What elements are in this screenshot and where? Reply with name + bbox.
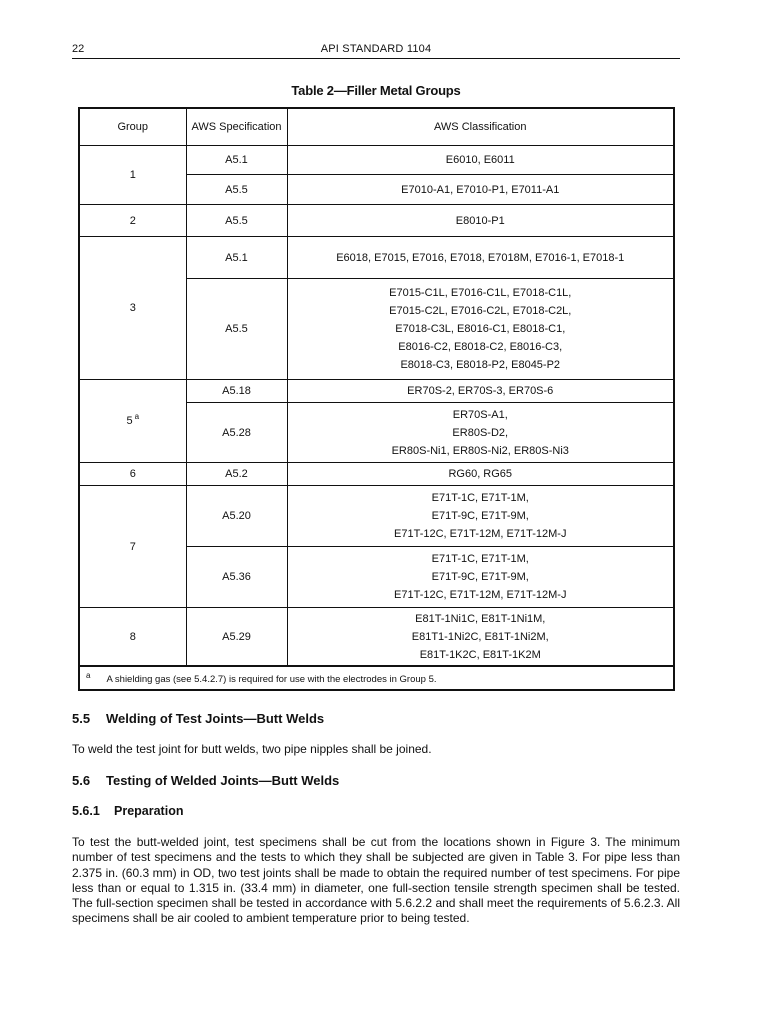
aws-specification-cell: A5.2 (186, 463, 287, 486)
aws-specification-cell: A5.1 (186, 237, 287, 279)
table-row (79, 463, 674, 486)
section-number: 5.6 (72, 773, 91, 788)
classification-line: E71T-9C, E71T-9M, (431, 510, 529, 522)
aws-specification-cell: A5.18 (186, 380, 287, 403)
section-number: 5.5 (72, 711, 91, 726)
table-row (79, 205, 674, 237)
aws-specification-cell: A5.5 (186, 175, 287, 205)
aws-classification-cell (287, 403, 674, 463)
aws-specification-cell: A5.20 (186, 486, 287, 547)
aws-classification-cell (287, 380, 674, 403)
aws-classification-cell (287, 608, 674, 667)
aws-specification-cell: A5.29 (186, 608, 287, 667)
classification-line: E81T-1K2C, E81T-1K2M (419, 648, 541, 661)
group-cell (79, 608, 186, 667)
aws-classification-cell (287, 547, 674, 608)
classification-line: E7010-A1, E7010-P1, E7011-A1 (401, 183, 560, 196)
classification-line: ER70S-A1, (452, 408, 508, 421)
group-number: 3 (129, 302, 136, 314)
aws-classification-cell (287, 146, 674, 175)
column-header-aws-specification: AWS Specification (186, 108, 287, 146)
column-header-group: Group (79, 108, 186, 146)
classification-line: E8010-P1 (455, 214, 505, 227)
aws-classification-cell (287, 205, 674, 237)
section-heading-5-6 (72, 773, 339, 788)
group-cell (79, 237, 186, 380)
aws-specification-cell: A5.5 (186, 205, 287, 237)
classification-line: E81T-1Ni1C, E81T-1Ni1M, (415, 612, 546, 625)
classification-line: E71T-12C, E71T-12M, E71T-12M-J (394, 589, 567, 601)
page-header (72, 43, 680, 59)
footnote-marker: a (86, 671, 91, 680)
section-5-6-1-body: To test the butt-welded joint, test specimens shall be cut from the locations shown in Figure 3. The minimum number of test specimens and the tests to which they shall be subjected are given in Table 3. For pipe less than 2.375 in. (60.3 mm) in OD, two test joints shall be made to obtain the required number of test specimens. For pipe less than or equal to 1.315 in. (33.4 mm) in diameter, one full-section tensile strength specimen shall be tested. The full-section specimen shall be tested in accordance with 5.6.2.2 and shall meet the requirements of 5.6.2.3. All specimens shall be air cooled to ambient temperature prior to being tested. (72, 835, 680, 926)
classification-line: E81T1-1Ni2C, E81T-1Ni2M, (411, 630, 549, 643)
classification-line: E71T-9C, E71T-9M, (431, 571, 529, 583)
group-cell (79, 146, 186, 205)
section-title: Preparation (114, 804, 184, 818)
group-number: 1 (129, 169, 136, 181)
aws-classification-cell (287, 279, 674, 380)
table-row (79, 146, 674, 175)
header-rule (72, 58, 680, 59)
table-header-row (79, 108, 674, 146)
section-title: Testing of Welded Joints—Butt Welds (106, 773, 340, 788)
section-heading-5-5 (72, 711, 324, 726)
aws-specification-cell: A5.36 (186, 547, 287, 608)
aws-classification-cell (287, 175, 674, 205)
aws-specification-cell: A5.28 (186, 403, 287, 463)
aws-classification-cell (287, 237, 674, 279)
table-row (79, 608, 674, 667)
table-title: Table 2—Filler Metal Groups (291, 83, 461, 98)
classification-line: ER80S-Ni1, ER80S-Ni2, ER80S-Ni3 (391, 444, 569, 457)
section-5-5-body: To weld the test joint for butt welds, two pipe nipples shall be joined. (72, 742, 432, 756)
table-row (79, 486, 674, 547)
column-header-aws-classification: AWS Classification (287, 108, 674, 146)
classification-line: E7015-C2L, E7016-C2L, E7018-C2L, (389, 305, 572, 317)
section-title: Welding of Test Joints—Butt Welds (106, 711, 325, 726)
group-number: 2 (129, 214, 136, 227)
group-number: 6 (129, 468, 136, 480)
aws-specification-cell: A5.1 (186, 146, 287, 175)
classification-line: E6010, E6011 (445, 154, 515, 166)
filler-metal-groups-table (78, 107, 675, 691)
table-row (79, 237, 674, 279)
classification-line: RG60, RG65 (448, 468, 513, 480)
classification-line: E8018-C3, E8018-P2, E8045-P2 (400, 359, 561, 371)
group-cell (79, 205, 186, 237)
footnote-text: A shielding gas (see 5.4.2.7) is required for use with the electrodes in Group 5. (106, 674, 437, 686)
group-cell (79, 463, 186, 486)
group-number: 7 (129, 540, 136, 553)
aws-specification-cell: A5.5 (186, 279, 287, 380)
classification-line: E7015-C1L, E7016-C1L, E7018-C1L, (389, 287, 572, 299)
classification-line: E71T-1C, E71T-1M, (431, 492, 529, 504)
classification-line: ER70S-2, ER70S-3, ER70S-6 (407, 385, 554, 397)
footnote-reference: a (134, 412, 140, 422)
classification-line: E7018-C3L, E8016-C1, E8018-C1, (395, 323, 566, 335)
group-number: 5 (126, 415, 133, 427)
section-number: 5.6.1 (72, 804, 100, 818)
aws-classification-cell (287, 486, 674, 547)
section-heading-5-6-1 (72, 804, 183, 818)
classification-line: E6018, E7015, E7016, E7018, E7018M, E7016-1, E7018-1 (336, 251, 625, 264)
table-row (79, 380, 674, 403)
table-footnote (79, 666, 674, 690)
page-number: 22 (72, 43, 85, 55)
classification-line: ER80S-D2, (452, 426, 509, 439)
classification-line: E71T-1C, E71T-1M, (431, 553, 529, 565)
classification-line: E71T-12C, E71T-12M, E71T-12M-J (394, 528, 567, 540)
classification-line: E8016-C2, E8018-C2, E8016-C3, (398, 341, 563, 353)
group-cell (79, 380, 186, 463)
table-footnote-row (79, 666, 674, 690)
running-title: API STANDARD 1104 (320, 43, 432, 55)
aws-classification-cell (287, 463, 674, 486)
group-cell (79, 486, 186, 608)
group-number: 8 (129, 630, 136, 643)
